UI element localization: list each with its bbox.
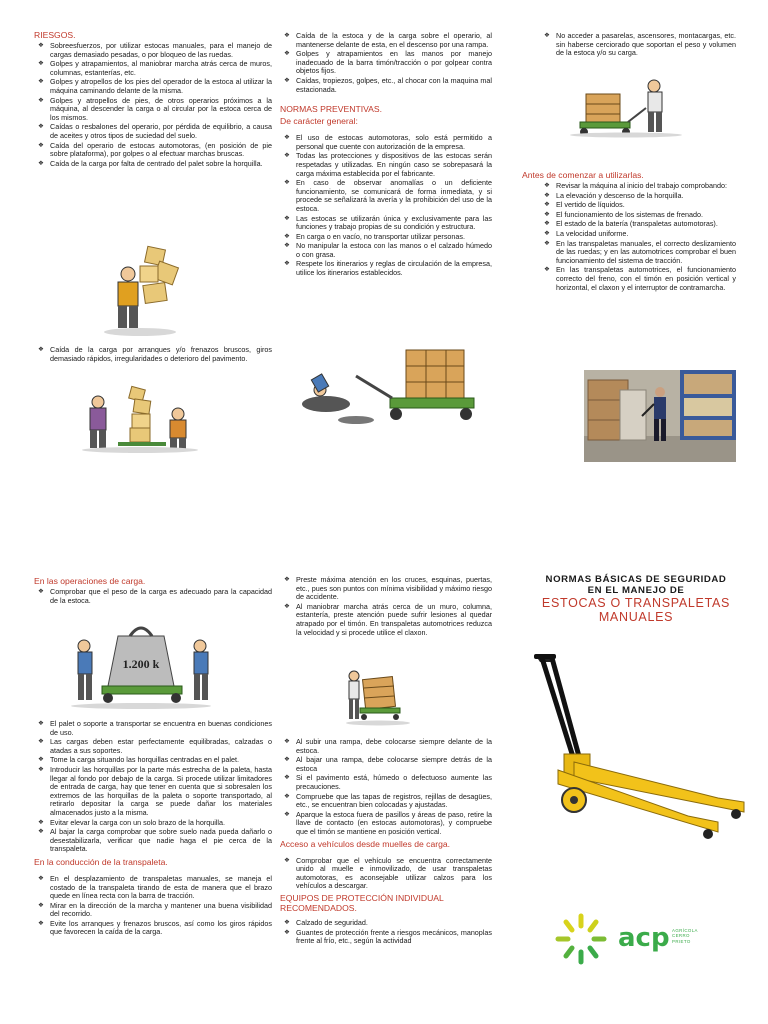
- normas-subheading: De carácter general:: [280, 116, 358, 127]
- list-item: ❖ Tome la carga situando las horquillas centradas en el palet.: [34, 756, 272, 765]
- list-item: ❖ Al bajar la carga comprobar que sobre suelo nada pueda dañarlo o desestabilizarla, verificar que nadie haga el pie cerca de la transpaleta.: [34, 828, 272, 854]
- list-item: ❖ En las transpaletas manuales, el correcto deslizamiento de las ruedas; y en las automotrices comprobar el buen funcionamiento del sistema de tracción.: [540, 240, 736, 266]
- list-item: ❖ Evite los arranques y frenazos bruscos, así como los giros rápidos que favorecen la caída de la carga.: [34, 920, 272, 937]
- logo-sub-line: AGRÍCOLA: [672, 928, 698, 933]
- list-item: ❖ Guantes de protección frente a riesgos mecánicos, manoplas frente al frío, etc., según la actividad: [280, 929, 492, 946]
- panel-operaciones: [34, 574, 272, 606]
- list-item: ❖ No acceder a pasarelas, ascensores, montacargas, etc. sin haberse cerciorado que soportan el peso y volumen de la estoca y/o su carga.: [540, 32, 736, 58]
- list-item: ❖ Al bajar una rampa, debe colocarse siempre detrás de la estoca: [280, 756, 492, 773]
- worker-pushing-crate-illustration: [344, 662, 412, 728]
- normas-heading: NORMAS PREVENTIVAS.: [280, 104, 383, 115]
- pallet-truck-photo: [518, 650, 754, 840]
- cover-title: [520, 574, 752, 624]
- logo-subtitle: [672, 928, 698, 944]
- list-item: ❖ Al subir una rampa, debe colocarse siempre delante de la estoca.: [280, 738, 492, 755]
- list-item: ❖ Introducir las horquillas por la parte más estrecha de la paleta, hasta llegar al fondo por debajo de la carga. Si procede utilizar limitadores de entrada de carga, hay que tener en cuenta que si sobresalen los extremos de las horquillas de la paleta o soporte transportado, al retirarlo depositar la carga se puede dañar los materiales almacenados justo a la misma.: [34, 766, 272, 818]
- list-item: ❖ Calzado de seguridad.: [280, 919, 492, 928]
- list-item: ❖ Caída de la carga por arranques y/o frenazos bruscos, giros demasiado rápidos, irregularidades o deterioro del pavimento.: [34, 346, 272, 363]
- title-line-2: EN EL MANEJO DE: [587, 585, 685, 596]
- list-item: ❖ Compruebe que las tapas de registros, rejillas de desagües, etc., se encuentran bien colocadas y ajustadas.: [280, 793, 492, 810]
- list-item: ❖ Aparque la estoca fuera de pasillos y áreas de paso, retire la llave de contacto (en estocas automotoras), y compruebe que el timón se mantiene en posición vertical.: [280, 811, 492, 837]
- worker-falling-manhole-illustration: [286, 346, 486, 430]
- list-item: ❖ La elevación y descenso de la horquilla.: [540, 192, 736, 201]
- title-line-4: MANUALES: [598, 610, 674, 624]
- list-item: ❖ Caída del operario de estocas automotoras, (en posición de pie sobre plataforma), por golpes o al efectuar marchas bruscas.: [34, 142, 272, 159]
- list-item: ❖ Las cargas deben estar perfectamente equilibradas, calzadas o atadas a sus soportes.: [34, 738, 272, 755]
- logo-text: acp: [618, 923, 670, 953]
- list-item: ❖ Si el pavimento está, húmedo o defectuoso aumente las precauciones.: [280, 774, 492, 791]
- conduccion-heading: En la conducción de la transpaleta.: [34, 856, 168, 867]
- list-item: ❖ Comprobar que el peso de la carga es adecuado para la capacidad de la estoca.: [34, 588, 272, 605]
- acp-logo: [554, 912, 704, 972]
- riesgos-heading: RIESGOS.: [34, 30, 76, 40]
- workers-heavy-weight-illustration: [66, 616, 216, 712]
- list-item: ❖ Comprobar que el vehículo se encuentra correctamente unido al muelle e inmovilizado, de usar transpaletas automotoras, es aconsejable utilizar calzos para los vehículos a descargar.: [280, 857, 492, 891]
- panel-pasarelas: [540, 32, 736, 59]
- panel-antes: [522, 168, 736, 293]
- list-item: ❖ Evitar elevar la carga con un solo brazo de la horquilla.: [34, 819, 272, 828]
- list-item: ❖ El uso de estocas automotoras, solo está permitido a personal que cuente con autorización de la empresa.: [280, 134, 492, 151]
- panel-riesgos-cont: [280, 32, 492, 279]
- list-item: ❖ En caso de observar anomalías o un deficiente funcionamiento, se comunicará de forma inmediata, y si procede se señalizará la avería y la prohibición del uso de la estoca.: [280, 179, 492, 213]
- list-item: ❖ Preste máxima atención en los cruces, esquinas, puertas, etc., pues son puntos con mínima visibilidad y máximo riesgo de accidente.: [280, 576, 492, 602]
- list-item: ❖ Caídas o resbalones del operario, por pérdida de equilibrio, a causa de aceites y otros tipos de suciedad del suelo.: [34, 123, 272, 140]
- list-item: ❖ Caída de la estoca y de la carga sobre el operario, al mantenerse delante de esta, en el descenso por una rampa.: [280, 32, 492, 49]
- list-item: ❖ Golpes y atropellos de los pies del operador de la estoca al utilizar la máquina caminando delante de la misma.: [34, 78, 272, 95]
- list-item: ❖ El funcionamiento de los sistemas de frenado.: [540, 211, 736, 220]
- list-item: ❖ Golpes y atropellos de pies, de otros operarios próximos a la máquina, al descender la carga o al circular por la estoca cerca de los mismos.: [34, 97, 272, 123]
- panel-riesgos: [34, 28, 272, 169]
- list-item: ❖ Las estocas se utilizarán única y exclusivamente para las funciones y trabajo propias de su condición y estructura.: [280, 215, 492, 232]
- list-item: ❖ Todas las protecciones y dispositivos de las estocas serán respetadas y utilizadas. En ningún caso se sobrepasará la carga máxima establecida por el fabricante.: [280, 152, 492, 178]
- worker-pallet-truck-illustration: [566, 72, 684, 138]
- sunburst-icon: [554, 912, 608, 966]
- list-item: ❖ La velocidad uniforme.: [540, 230, 736, 239]
- title-line-1: NORMAS BÁSICAS DE SEGURIDAD: [545, 574, 727, 585]
- list-item: ❖ El palet o soporte a transportar se encuentra en buenas condiciones de uso.: [34, 720, 272, 737]
- worker-boxes-falling-illustration: [100, 244, 190, 338]
- antes-heading: Antes de comenzar a utilizarlas.: [522, 170, 644, 180]
- epi-heading: EQUIPOS DE PROTECCIÓN INDIVIDUAL RECOMENDADOS.: [280, 892, 444, 913]
- panel-precauciones: [280, 576, 492, 638]
- list-item: ❖ Respete los itinerarios y reglas de circulación de la empresa, utilice los itinerarios establecidos.: [280, 260, 492, 277]
- list-item: ❖ En el desplazamiento de transpaletas manuales, se maneja el costado de la transpaleta tirando de esta de manera que el brazo quede en línea recta con la barra de tracción.: [34, 875, 272, 901]
- panel-riesgos-extra: [34, 346, 272, 364]
- logo-sub-line: PRIETO: [672, 938, 691, 944]
- warehouse-photo: [584, 370, 736, 462]
- list-item: ❖ Caída de la carga por falta de centrado del palet sobre la horquilla.: [34, 160, 272, 169]
- panel-operaciones-cont: [34, 720, 272, 938]
- list-item: ❖ El vertido de líquidos.: [540, 201, 736, 210]
- weight-label: 1.200 k: [122, 657, 160, 671]
- list-item: ❖ Caídas, tropiezos, golpes, etc., al chocar con la maquina mal estacionada.: [280, 77, 492, 94]
- list-item: ❖ Al maniobrar marcha atrás cerca de un muro, columna, estantería, preste atención puede sufrir lesiones al quedar atrapado por el timón. En transpaletas automotrices reduzca la velocidad y si procede utilice el claxon.: [280, 603, 492, 637]
- list-item: ❖ Revisar la máquina al inicio del trabajo comprobando:: [540, 182, 736, 191]
- title-line-3: ESTOCAS O TRANSPALETAS: [541, 596, 731, 610]
- list-item: ❖ En las transpaletas automotrices, el funcionamiento correcto del freno, con el timón en posición vertical y horizontal, el claxon y el interruptor de contramarcha.: [540, 266, 736, 292]
- list-item: ❖ El estado de la batería (transpaletas automotoras).: [540, 220, 736, 229]
- logo-sub-line: CERRO: [672, 933, 690, 939]
- list-item: ❖ Golpes y atrapamientos en las manos por manejo inadecuado de la barra timón/tracción o por golpear contra objetos fijos.: [280, 50, 492, 76]
- list-item: ❖ Sobreesfuerzos, por utilizar estocas manuales, para el manejo de cargas demasiado pesadas, o por bloqueo de las ruedas.: [34, 42, 272, 59]
- list-item: ❖ En carga o en vacío, no transportar utilizar personas.: [280, 233, 492, 242]
- acceso-heading: Acceso a vehículos desde muelles de carga.: [280, 838, 451, 849]
- operaciones-heading: En las operaciones de carga.: [34, 576, 146, 586]
- list-item: ❖ Mirar en la dirección de la marcha y mantener una buena visibilidad del recorrido.: [34, 902, 272, 919]
- riesgos-list: [34, 42, 272, 168]
- panel-rampas: [280, 738, 492, 947]
- workers-stack-tipping-illustration: [78, 384, 202, 454]
- list-item: ❖ No manipular la estoca con las manos o el calzado húmedo o con grasa.: [280, 242, 492, 259]
- list-item: ❖ Golpes y atrapamientos, al maniobrar marcha atrás cerca de muros, columnas, estanterías, etc.: [34, 60, 272, 77]
